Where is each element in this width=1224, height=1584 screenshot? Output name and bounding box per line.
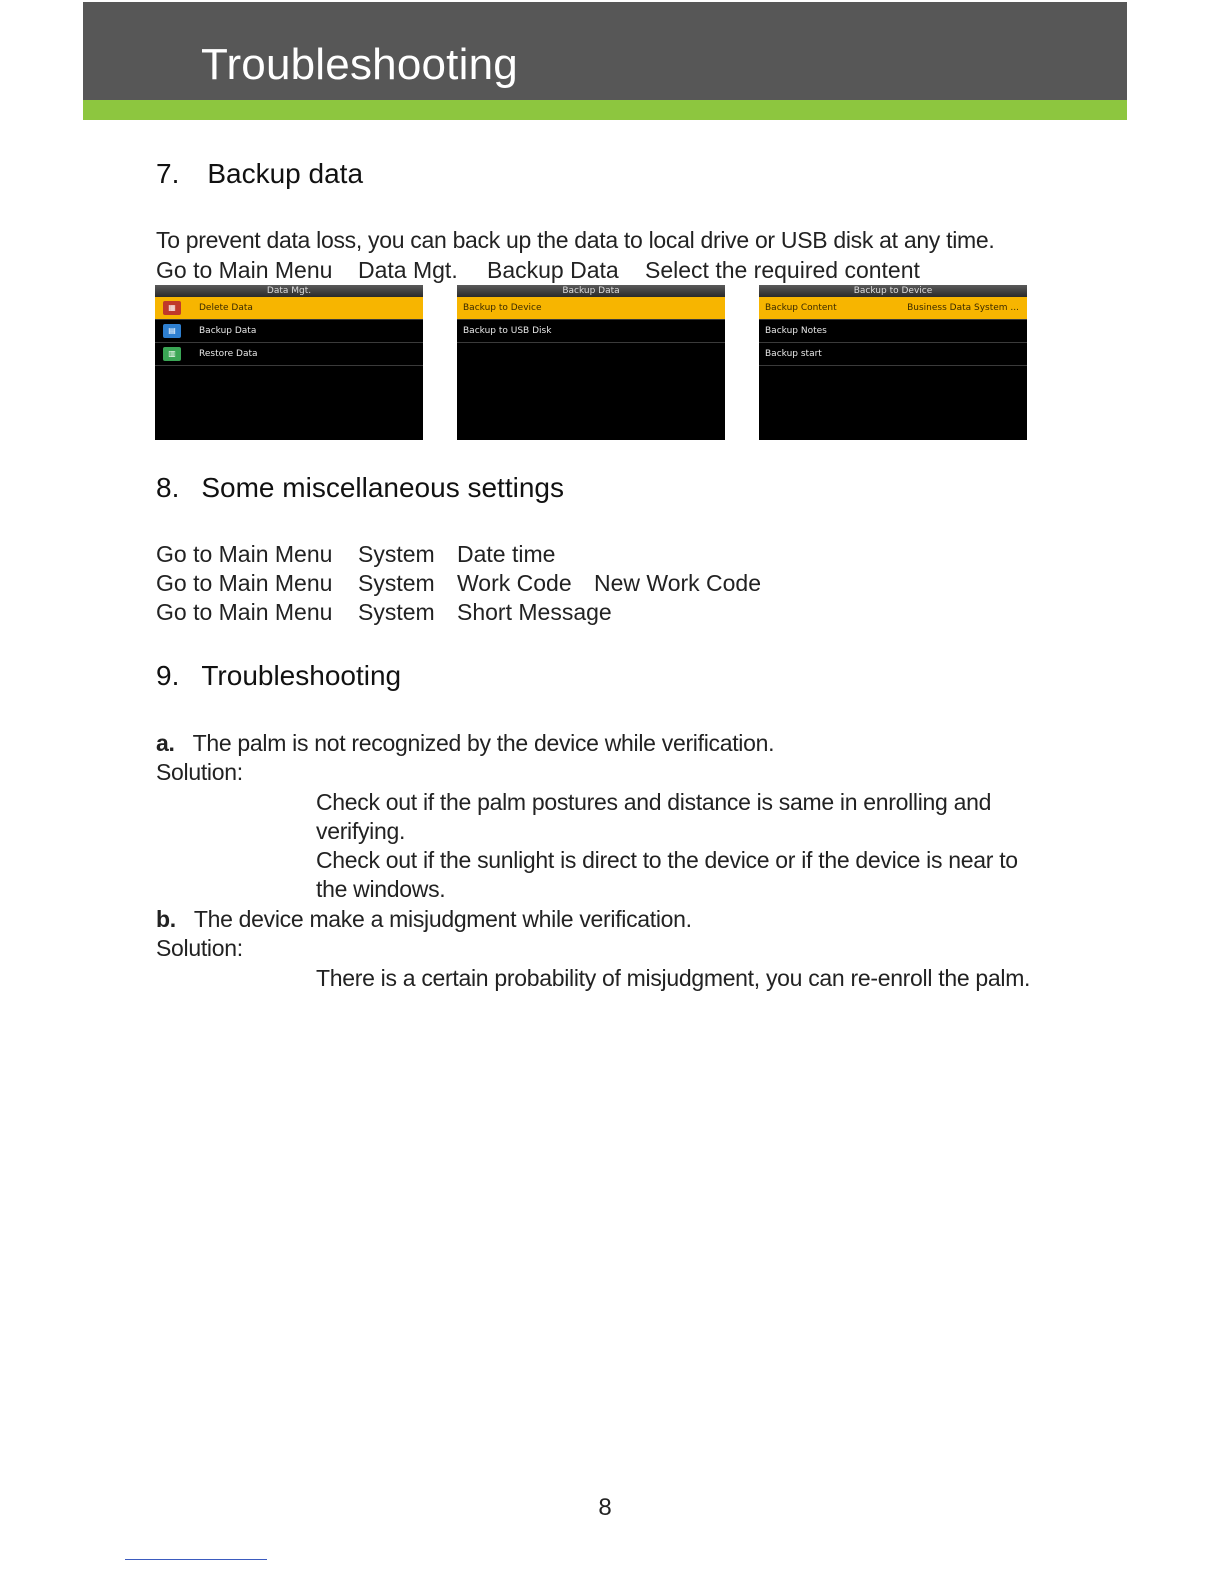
menu-item-label: Backup start — [765, 349, 822, 359]
solution-a-label: Solution: — [156, 759, 243, 785]
device-screen-backup-to-device — [759, 285, 1027, 440]
menu-item-label: Backup Content — [765, 303, 837, 313]
menu-item-backup-to-usb[interactable] — [457, 320, 725, 343]
path-step: System — [358, 570, 435, 596]
restore-data-icon: ▥ — [163, 347, 181, 361]
section-9-heading — [156, 660, 401, 692]
menu-item-restore-data[interactable] — [155, 343, 423, 366]
path-step: Go to Main Menu — [156, 599, 333, 625]
menu-item-backup-content[interactable] — [759, 297, 1027, 320]
menu-item-label: Delete Data — [199, 303, 253, 313]
solution-a-line: the windows. — [316, 876, 446, 902]
section-8-number: 8. — [156, 472, 180, 503]
problem-b-text: The device make a misjudgment while verification. — [193, 906, 692, 932]
path-step: Backup Data — [487, 257, 619, 283]
page-number: 8 — [598, 1494, 612, 1521]
menu-item-value: Business Data System ... — [907, 303, 1019, 313]
problem-a-marker: a. — [156, 730, 175, 756]
path-step: Short Message — [457, 599, 612, 625]
menu-item-label: Backup Data — [199, 326, 257, 336]
problem-a — [156, 730, 774, 757]
menu-item-label: Backup Notes — [765, 326, 827, 336]
screen-title: Backup to Device — [759, 285, 1027, 297]
path-step: Data Mgt. — [358, 257, 458, 283]
section-7-heading — [156, 158, 363, 190]
path-step: Work Code — [457, 570, 572, 596]
menu-item-backup-data[interactable] — [155, 320, 423, 343]
menu-item-backup-to-device[interactable] — [457, 297, 725, 320]
screen-title: Backup Data — [457, 285, 725, 297]
menu-item-label: Restore Data — [199, 349, 258, 359]
menu-item-delete-data[interactable] — [155, 297, 423, 320]
section-7-title: Backup data — [207, 158, 364, 189]
solution-b-line: There is a certain probability of misjudgment, you can re-enroll the palm. — [316, 965, 1031, 991]
menu-item-label: Backup to Device — [463, 303, 542, 313]
path-step: Go to Main Menu — [156, 257, 333, 283]
path-step: New Work Code — [594, 570, 762, 596]
path-step: System — [358, 599, 435, 625]
section-9-title: Troubleshooting — [201, 660, 402, 691]
section-7-number: 7. — [156, 158, 180, 189]
screen-title: Data Mgt. — [155, 285, 423, 297]
device-screen-backup-data — [457, 285, 725, 440]
menu-item-backup-start[interactable] — [759, 343, 1027, 366]
backup-data-icon: ▤ — [163, 324, 181, 338]
problem-b — [156, 906, 692, 933]
section-8-title: Some miscellaneous settings — [201, 472, 564, 503]
menu-item-backup-notes[interactable] — [759, 320, 1027, 343]
solution-a-line: verifying. — [316, 818, 406, 844]
path-step: System — [358, 541, 435, 567]
header-accent-bar — [83, 100, 1127, 120]
path-step: Go to Main Menu — [156, 541, 333, 567]
section-8-heading — [156, 472, 564, 504]
page-title: Troubleshooting — [201, 40, 518, 89]
menu-item-label: Backup to USB Disk — [463, 326, 552, 336]
path-step: Select the required content — [645, 257, 920, 283]
delete-data-icon: ▦ — [163, 301, 181, 315]
path-step: Date time — [457, 541, 556, 567]
solution-a-line: Check out if the sunlight is direct to the device or if the device is near to — [316, 847, 1018, 873]
path-step: Go to Main Menu — [156, 570, 333, 596]
section-7-intro: To prevent data loss, you can back up the data to local drive or USB disk at any time. — [156, 227, 995, 253]
section-9-number: 9. — [156, 660, 180, 691]
solution-b-label: Solution: — [156, 935, 243, 961]
footer-rule — [125, 1559, 267, 1560]
solution-a-line: Check out if the palm postures and distance is same in enrolling and — [316, 789, 992, 815]
problem-a-text: The palm is not recognized by the device while verification. — [192, 730, 775, 756]
problem-b-marker: b. — [156, 906, 176, 932]
device-screen-data-mgt — [155, 285, 423, 440]
